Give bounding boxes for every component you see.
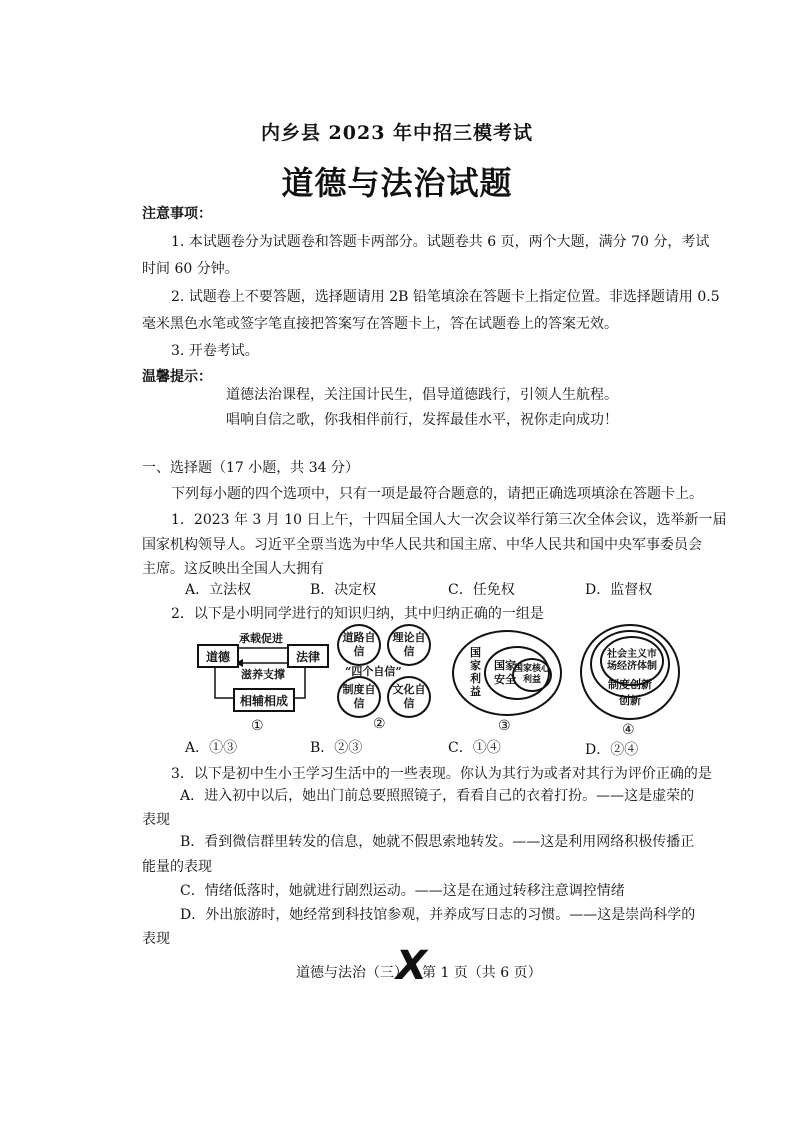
footer-page-number: 第 1 页（共 6 页） (422, 965, 542, 981)
q2-option-b: B．②③ (310, 740, 363, 756)
four-confidences-label: “四个自信” (345, 665, 402, 678)
notice-item-2-line-1: 2. 试题卷上不要答题，选择题请用 2B 铅笔填涂在答题卡上指定位置。非选择题请用 0.5 (171, 289, 720, 305)
q2-option-c: C．①④ (448, 740, 501, 756)
q3-stem: 3．以下是初中生小王学习生活中的一些表现。你认为其行为或者对其行为评价正确的是 (171, 766, 712, 782)
q3-option-b-line-1: B．看到微信群里转发的信息，她就不假思索地转发。——这是利用网络积极传播正 (180, 834, 695, 850)
exam-title: 内乡县 2023 年中招三模考试 (260, 122, 534, 144)
circle-theory-confidence: 理论自信 (387, 624, 431, 666)
footer-subject: 道德与法治（三） (296, 965, 408, 981)
label-nourish-support: 滋养支撑 (241, 668, 285, 681)
tips-heading: 温馨提示： (142, 369, 212, 385)
notice-item-2-line-2: 毫米黑色水笔或签字笔直接把答案写在答题卡上，答在试题卷上的答案无效。 (142, 316, 618, 332)
watermark-logo: X (396, 943, 427, 989)
notice-item-1-line-2: 时间 60 分钟。 (142, 261, 239, 277)
circle-institution-confidence: 制度自信 (337, 676, 381, 718)
q1-option-c: C．任免权 (448, 582, 515, 598)
q1-line-3: 主席。这反映出全国人大拥有 (142, 561, 324, 577)
q1-option-b: B．决定权 (310, 582, 377, 598)
circle-culture-confidence: 文化自信 (387, 676, 431, 718)
diagram-4-number: ④ (622, 722, 635, 738)
diagram-3-number: ③ (498, 718, 511, 734)
notice-item-3: 3. 开卷考试。 (171, 343, 259, 359)
section-1-heading: 一、选择题（17 小题，共 34 分） (142, 460, 359, 476)
q1-option-a: A．立法权 (185, 582, 252, 598)
q1-line-1: 1．2023 年 3 月 10 日上午，十四届全国人大一次会议举行第三次全体会议，选举新一届 (171, 512, 727, 528)
q3-option-d-line-2: 表现 (142, 931, 170, 947)
label-innovation: 创新 (619, 694, 641, 707)
label-institutional-innovation: 制度创新 (608, 678, 652, 691)
box-complement: 相辅相成 (233, 688, 295, 712)
q1-line-2: 国家机构领导人。习近平全票当选为中华人民共和国主席、中华人民共和国中央军事委员会 (142, 537, 702, 553)
q2-diagram-1 (195, 628, 330, 738)
tips-line-1: 道德法治课程，关注国计民生，倡导道德践行，引领人生航程。 (226, 387, 618, 403)
q2-option-d: D．②④ (585, 742, 639, 758)
box-law: 法律 (287, 644, 329, 668)
diagram-1-number: ① (251, 718, 264, 734)
circle-core-interest: 国家核心利益 (512, 658, 552, 692)
label-national-interest: 国家利益 (470, 646, 481, 698)
q3-option-b-line-2: 能量的表现 (142, 859, 212, 875)
circle-market-economy (600, 636, 664, 686)
circle-road-confidence: 道路自信 (337, 624, 381, 666)
q1-option-d: D．监督权 (585, 582, 653, 598)
q3-option-a-line-1: A．进入初中以后，她出门前总要照照镜子，看看自己的衣着打扮。——这是虚荣的 (180, 788, 695, 804)
label-carry-promote: 承载促进 (239, 632, 283, 645)
q2-diagram-2 (333, 624, 438, 736)
q3-option-a-line-2: 表现 (142, 812, 170, 828)
q2-stem: 2．以下是小明同学进行的知识归纳，其中归纳正确的一组是 (171, 606, 544, 622)
tips-line-2: 唱响自信之歌，你我相伴前行，发挥最佳水平，祝你走向成功！ (226, 412, 618, 428)
q2-option-a: A．①③ (185, 740, 238, 756)
box-morality: 道德 (197, 644, 239, 668)
q2-diagram-4 (580, 624, 690, 736)
q3-option-c-line-1: C．情绪低落时，她就进行剧烈运动。——这是在通过转移注意调控情绪 (180, 883, 625, 899)
q2-diagram-3 (452, 628, 564, 738)
label-market-economy: 社会主义市场经济体制 (607, 649, 657, 672)
subject-title: 道德与法治试题 (281, 164, 513, 202)
diagram-2-number: ② (373, 716, 386, 732)
notice-item-1-line-1: 1. 本试题卷分为试题卷和答题卡两部分。试题卷共 6 页，两个大题，满分 70 分，考试 (171, 234, 710, 250)
notice-heading: 注意事项： (142, 206, 212, 222)
label-national-security: 国家安全 (494, 659, 516, 686)
section-1-instruction: 下列每小题的四个选项中，只有一项是最符合题意的，请把正确选项填涂在答题卡上。 (171, 486, 703, 502)
q3-option-d-line-1: D．外出旅游时，她经常到科技馆参观，并养成写日志的习惯。——这是崇尚科学的 (180, 907, 696, 923)
